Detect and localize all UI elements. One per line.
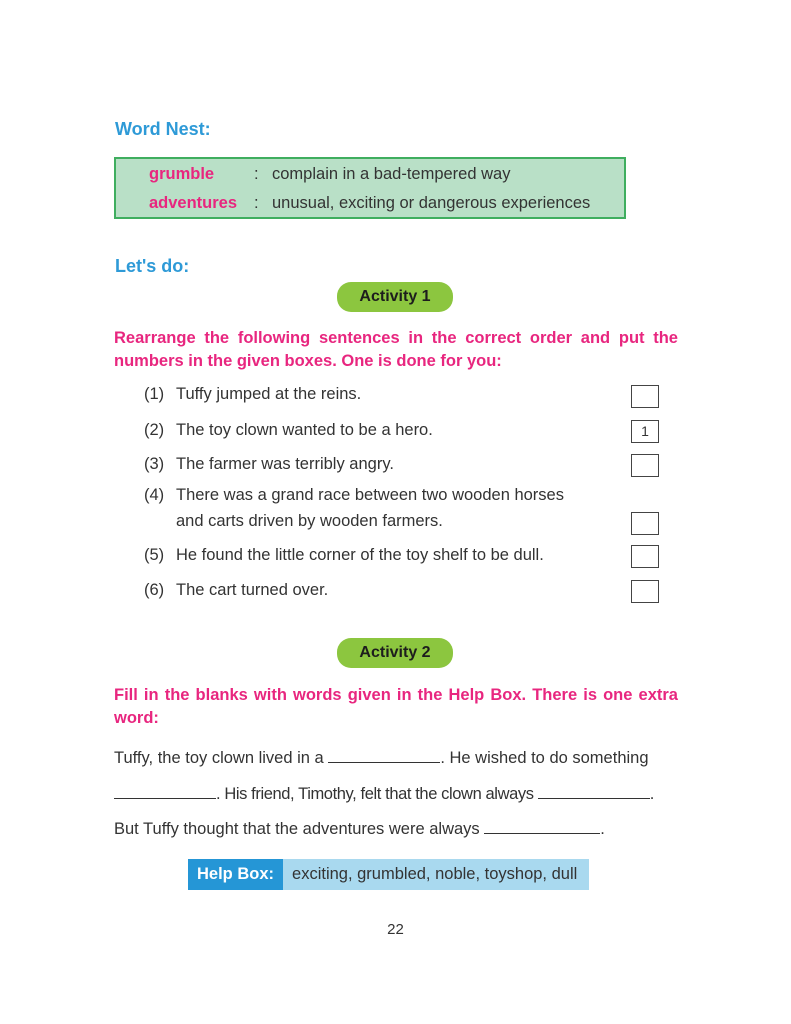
activity-1-instruction: Rearrange the following sentences in the correct order and put the numbers in the given boxes. One is done for you: xyxy=(114,329,678,370)
blank-field[interactable] xyxy=(328,748,440,763)
item-text: The toy clown wanted to be a hero. xyxy=(176,421,433,439)
lets-do-heading: Let's do: xyxy=(115,256,190,276)
blank-field[interactable] xyxy=(484,819,600,834)
fill-in-line-2 xyxy=(114,784,654,804)
item-text: The farmer was terribly angry. xyxy=(176,455,394,473)
fill-in-line-1 xyxy=(114,748,649,768)
answer-box[interactable] xyxy=(631,545,659,568)
answer-box[interactable] xyxy=(631,512,659,535)
item-text: The cart turned over. xyxy=(176,581,329,599)
sentence-text: . xyxy=(649,785,655,803)
word-nest-definition: unusual, exciting or dangerous experiences xyxy=(272,194,591,212)
blank-field[interactable] xyxy=(538,784,650,799)
sentence-text: . His friend, Timothy, felt that the clown always xyxy=(216,785,538,803)
word-nest-entry xyxy=(116,194,624,216)
list-item xyxy=(144,385,664,411)
item-number: (1) xyxy=(144,385,165,403)
activity-2-badge: Activity 2 xyxy=(337,638,453,668)
word-nest-definition: complain in a bad-tempered way xyxy=(272,165,511,183)
answer-box[interactable] xyxy=(631,385,659,408)
answer-box[interactable] xyxy=(631,580,659,603)
sentence-text: . xyxy=(600,820,605,838)
item-number: (3) xyxy=(144,455,165,473)
item-text: There was a grand race between two wooden horses xyxy=(176,486,564,504)
answer-box[interactable]: 1 xyxy=(631,420,659,443)
list-item xyxy=(144,581,664,607)
word-nest-word: adventures xyxy=(149,194,238,212)
word-nest-heading: Word Nest: xyxy=(115,119,211,139)
word-nest-colon: : xyxy=(254,165,259,183)
list-item xyxy=(144,421,664,447)
list-item xyxy=(144,486,664,538)
item-text: Tuffy jumped at the reins. xyxy=(176,385,362,403)
word-nest-colon: : xyxy=(254,194,259,212)
help-box-label: Help Box: xyxy=(188,859,283,890)
list-item xyxy=(144,455,664,481)
page-number: 22 xyxy=(387,921,404,938)
word-nest-box xyxy=(114,157,626,219)
word-nest-entry xyxy=(116,165,624,187)
list-item xyxy=(144,546,664,572)
item-number: (5) xyxy=(144,546,165,564)
activity-1-badge: Activity 1 xyxy=(337,282,453,312)
item-number: (6) xyxy=(144,581,165,599)
item-number: (2) xyxy=(144,421,165,439)
help-box xyxy=(188,859,589,890)
activity-2-instruction: Fill in the blanks with words given in the Help Box. There is one extra word: xyxy=(114,686,678,727)
item-number: (4) xyxy=(144,486,165,504)
fill-in-line-3 xyxy=(114,819,605,839)
word-nest-word: grumble xyxy=(149,165,215,183)
answer-box[interactable] xyxy=(631,454,659,477)
item-text: He found the little corner of the toy shelf to be dull. xyxy=(176,546,544,564)
sentence-text: But Tuffy thought that the adventures were always xyxy=(114,820,485,838)
help-box-words: exciting, grumbled, noble, toyshop, dull xyxy=(283,859,589,890)
blank-field[interactable] xyxy=(114,784,216,799)
item-text-continued: and carts driven by wooden farmers. xyxy=(176,512,443,530)
sentence-text: . He wished to do something xyxy=(440,749,649,767)
sentence-text: Tuffy, the toy clown lived in a xyxy=(114,749,329,767)
